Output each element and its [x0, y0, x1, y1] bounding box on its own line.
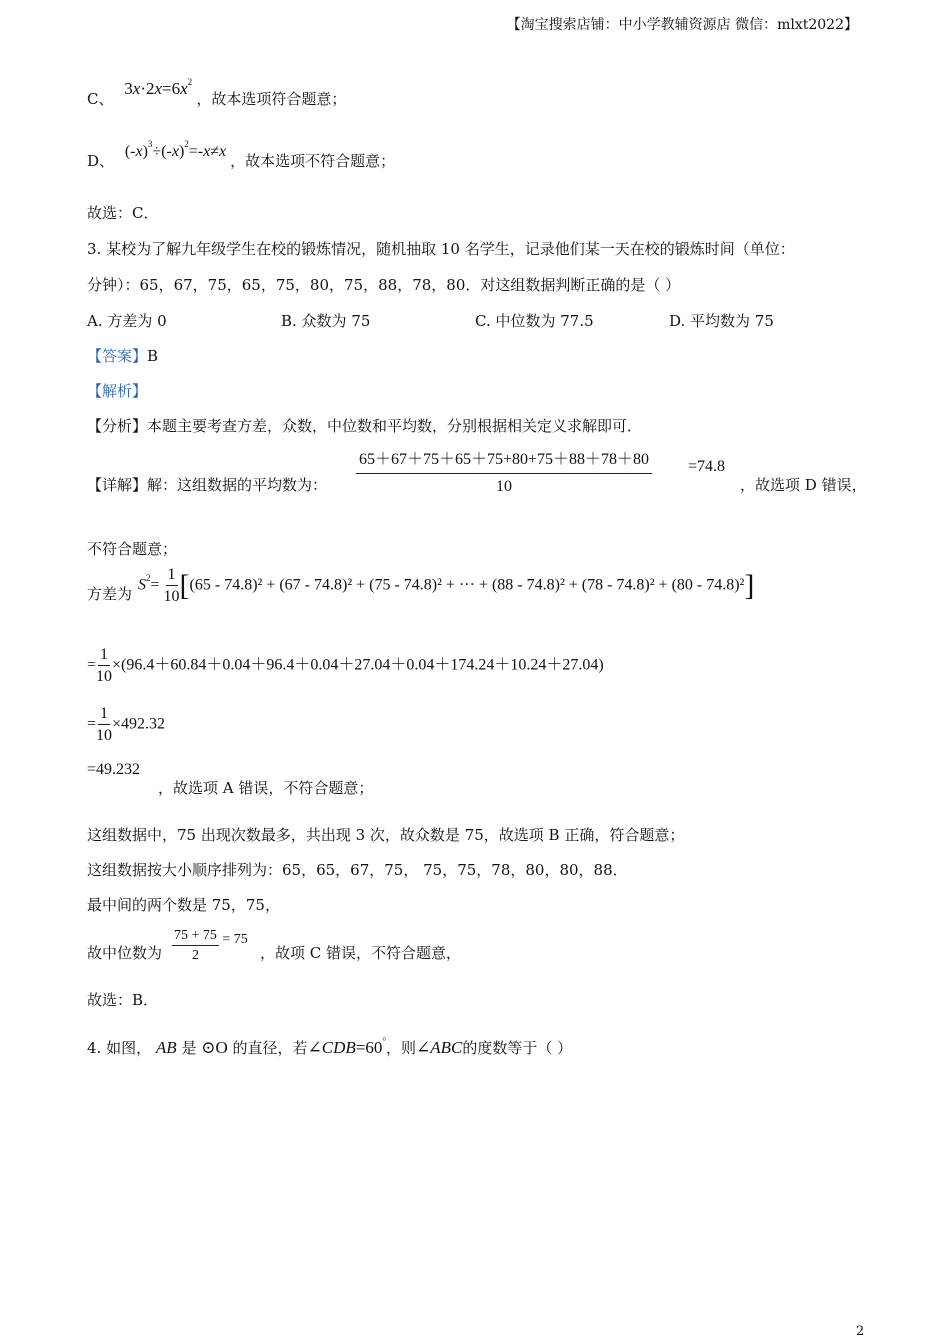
variance-line2-eq: =	[87, 656, 97, 674]
right-bracket: ]	[744, 569, 755, 602]
variance-line3	[87, 705, 165, 745]
median-suffix: ，故项 C 错误，不符合题意，	[260, 944, 462, 962]
variance-line3-value: ×492.32	[112, 715, 166, 733]
median-result: = 75	[222, 932, 248, 948]
variance-line3-frac: $\frac{1}{10}$	[96, 705, 113, 744]
option-c-suffix: ，故本选项符合题意；	[196, 90, 347, 108]
detail-label: 【详解】	[87, 476, 148, 494]
q3-option-b: B. 众数为 75	[281, 312, 371, 330]
mean-numerator: 65＋67＋75＋65＋75+80+75＋88＋78＋80	[356, 446, 652, 474]
q3-option-d: D. 平均数为 75	[669, 312, 774, 330]
q3-choice: 故选：B．	[87, 991, 159, 1009]
detail-text: 解：这组数据的平均数为：	[147, 476, 328, 494]
analysis-tag: 【解析】	[87, 382, 148, 400]
variance-eq: =	[150, 576, 160, 594]
option-d-suffix: ，故本选项不符合题意；	[230, 152, 396, 170]
answer-tag: 【答案】	[87, 347, 148, 365]
q3-stem-line1: 3. 某校为了解九年级学生在校的锻炼情况，随机抽取 10 名学生，记录他们某一天在校的锻炼时间（单位：	[87, 240, 795, 258]
mode-text: 这组数据中，75 出现次数最多，共出现 3 次，故众数是 75，故选项 B 正确，符合题意；	[87, 826, 685, 844]
median-prefix: 故中位数为	[87, 944, 163, 962]
answer-value: B	[147, 347, 159, 365]
mean-suffix: ，故选项 D 错误，	[740, 476, 867, 494]
q4-stem: 4. 如图， AB 是 ⊙O 的直径，若∠CDB=60°，则∠ABC的度数等于（ ）	[87, 1036, 573, 1057]
q3-stem-line2: 分钟）：65，67，75，65，75，80，75，88，78，80．对这组数据判断正确的是（ ）	[87, 276, 681, 294]
variance-s: S	[138, 576, 146, 594]
option-d-formula: $(-x)^3\div(-x)^2=-x\ne x$	[124, 139, 227, 160]
variance-line2	[87, 646, 604, 686]
variance-suffix: ，故选项 A 错误，不符合题意；	[158, 779, 374, 797]
variance-line1	[138, 566, 754, 606]
q3-answer	[87, 345, 158, 366]
q4-angle-abc: ∠ABC	[416, 1038, 463, 1057]
variance-line2-frac: $\frac{1}{10}$	[96, 646, 113, 685]
q3-analysis	[87, 415, 642, 436]
option-c-prefix: C、	[87, 90, 114, 108]
analysis-label: 【分析】	[87, 417, 148, 435]
variance-line2-sum: ×(96.4＋60.84＋0.04＋96.4＋0.04＋27.04＋0.04＋174.24＋10.24＋27.04)	[112, 656, 604, 674]
variance-prefix: 方差为	[87, 585, 133, 603]
variance-line3-eq: =	[87, 715, 97, 733]
median-numerator: 75 + 75	[172, 928, 219, 946]
mean-result: =74.8	[688, 458, 726, 475]
option-c-formula: $3x\cdot 2x=6x^2$	[124, 77, 193, 98]
q4-ab: AB	[155, 1038, 177, 1057]
variance-one-tenth: $\frac{1}{10}$	[163, 566, 180, 605]
page-number: 2	[856, 1324, 865, 1339]
q4-degree: °	[382, 1036, 387, 1046]
analysis-text: 本题主要考查方差，众数，中位数和平均数，分别根据相关定义求解即可．	[147, 417, 643, 435]
mean-suffix2: 不符合题意；	[87, 540, 178, 558]
variance-line4: =49.232	[87, 761, 141, 778]
mean-denominator: 10	[496, 478, 513, 495]
page-header: 【淘宝搜索店铺：中小学教辅资源店 微信：mlxt2022】	[506, 17, 858, 33]
q3-option-a: A. 方差为 0	[87, 312, 167, 330]
q2-choice: 故选：C．	[87, 204, 159, 222]
q4-angle-cdb: ∠CDB	[307, 1038, 356, 1057]
q4-circle-o: ⊙O	[201, 1038, 228, 1057]
variance-terms: (65 - 74.8)² + (67 - 74.8)² + (75 - 74.8)² + ··· + (88 - 74.8)² + (78 - 74.8)² + (80 - 74.8)²	[189, 576, 745, 594]
left-bracket: [	[179, 569, 190, 602]
detail-intro	[87, 474, 327, 495]
q2-option-c	[87, 77, 347, 109]
variance-s-sup: 2	[146, 572, 151, 583]
middle-text: 最中间的两个数是 75，75，	[87, 896, 280, 914]
sorted-text: 这组数据按大小顺序排列为：65，65，67，75， 75，75，78，80，80，88．	[87, 861, 628, 879]
mean-fraction	[356, 446, 652, 496]
median-denominator: 2	[191, 948, 199, 963]
q4-eq-60: =60	[355, 1038, 383, 1057]
option-d-prefix: D、	[87, 152, 115, 170]
median-fraction	[172, 928, 248, 964]
q3-option-c: C. 中位数为 77.5	[475, 312, 594, 330]
q2-option-d	[87, 139, 396, 171]
